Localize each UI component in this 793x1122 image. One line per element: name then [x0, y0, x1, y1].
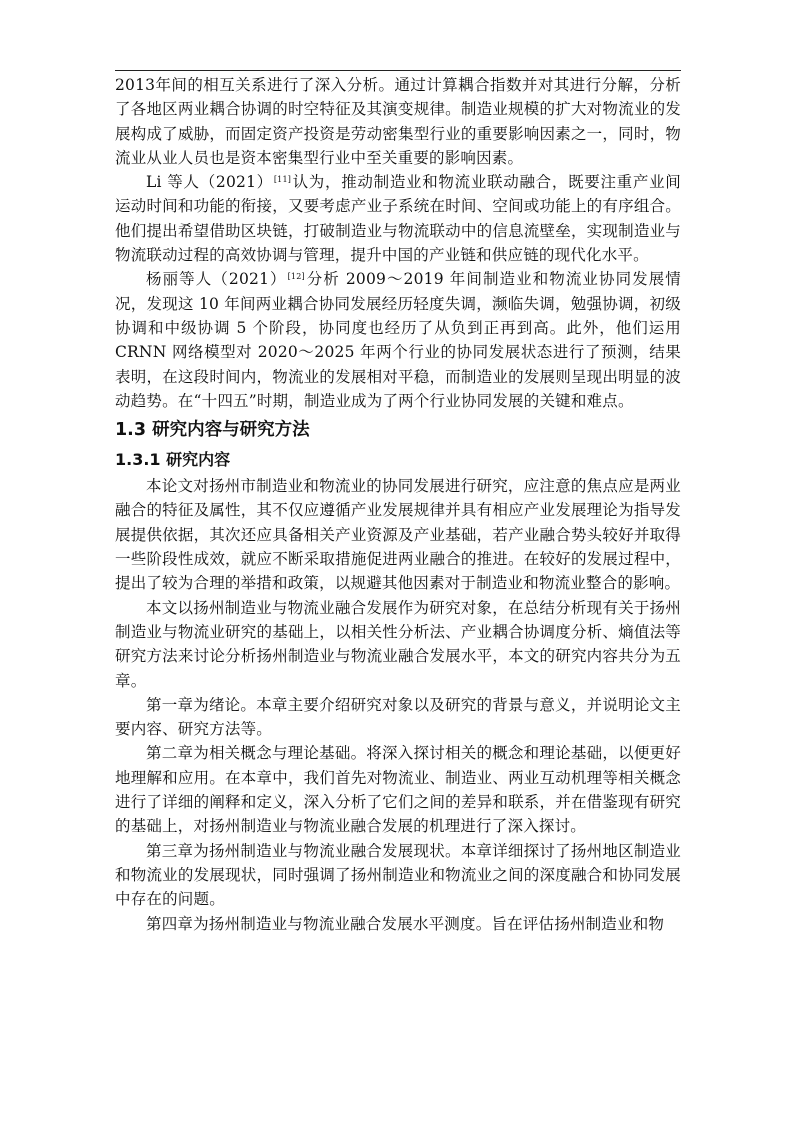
paragraph-chapter-2: 第二章为相关概念与理论基础。将深入探讨相关的概念和理论基础，以便更好地理解和应用。在本章中，我们首先对物流业、制造业、两业互动机理等相关概念进行了详细的阐释和定义，深入分析了它们之间的差异和联系，并在借鉴现有研究的基础上，对扬州制造业与物流业融合发展的机理进行了深入探讨。 [115, 744, 681, 836]
paragraph-text: 认为，推动制造业和物流业联动融合，既要注重产业间运动时间和功能的衔接，又要考虑产业子系统在时间、空间或功能上的有序组合。他们提出希望借助区块链，打破制造业与物流联动中的信息流壁垒，实现制造业与物流联动过程的高效协调与管理，提升中国的产业链和供应链的现代化水平。 [115, 173, 681, 265]
paragraph-chapter-3: 第三章为扬州制造业与物流业融合发展现状。本章详细探讨了扬州地区制造业和物流业的发展现状，同时强调了扬州制造业和物流业之间的深度融合和协同发展中存在的问题。 [115, 841, 681, 909]
citation-author: Li 等人（2021） [146, 173, 273, 192]
paragraph-li-2021 [115, 170, 681, 267]
citation-ref-11: [11] [273, 175, 292, 185]
paragraph-text: 分析 2009～2019 年间制造业和物流业协同发展情况，发现这 10 年间两业耦合协同发展经历轻度失调，濒临失调，勉强协调，初级协调和中级协调 5 个阶段，协同度也经历了从负到正再到高。此外，他们运用 CRNN 网络模型对 2020～2025 年两个行业的协同发展状态进行了预测，结果表明，在这段时间内，物流业的发展相对平稳，而制造业的发展则呈现出明显的波动趋势。在“十四五”时期，制造业成为了两个行业协同发展的关键和难点。 [115, 270, 681, 410]
document-page [115, 70, 681, 936]
subsection-heading: 1.3.1 研究内容 [115, 450, 231, 470]
citation-ref-12: [12] [287, 272, 305, 282]
header-rule [115, 70, 681, 71]
paragraph: 本论文对扬州市制造业和物流业的协同发展进行研究，应注意的焦点应是两业融合的特征及属性，其不仅应遵循产业发展规律并具有相应产业发展理论为指导发展提供依据，其次还应具备相关产业资源及产业基础，若产业融合势头较好并取得一些阶段性成效，就应不断采取措施促进两业融合的推进。在较好的发展过程中，提出了较为合理的举措和政策，以规避其他因素对于制造业和物流业整合的影响。 [115, 477, 681, 593]
paragraph-chapter-4: 第四章为扬州制造业与物流业融合发展水平测度。旨在评估扬州制造业和物 [146, 914, 665, 933]
paragraph: 本文以扬州制造业与物流业融合发展作为研究对象，在总结分析现有关于扬州制造业与物流业研究的基础上，以相关性分析法、产业耦合协调度分析、熵值法等研究方法来讨论分析扬州制造业与物流业融合发展水平，本文的研究内容共分为五章。 [115, 598, 681, 690]
paragraph-continuation: 2013年间的相互关系进行了深入分析。通过计算耦合指数并对其进行分解，分析了各地区两业耦合协调的时空特征及其演变规律。制造业规模的扩大对物流业的发展构成了威胁，而固定资产投资是劳动密集型行业的重要影响因素之一，同时，物流业从业人员也是资本密集型行业中至关重要的影响因素。 [115, 76, 681, 167]
section-heading: 1.3 研究内容与研究方法 [115, 420, 310, 441]
citation-author: 杨丽等人（2021） [146, 270, 287, 289]
paragraph-yangli-2021 [115, 267, 681, 413]
paragraph-chapter-1: 第一章为绪论。本章主要介绍研究对象以及研究的背景与意义，并说明论文主要内容、研究方法等。 [115, 695, 681, 739]
